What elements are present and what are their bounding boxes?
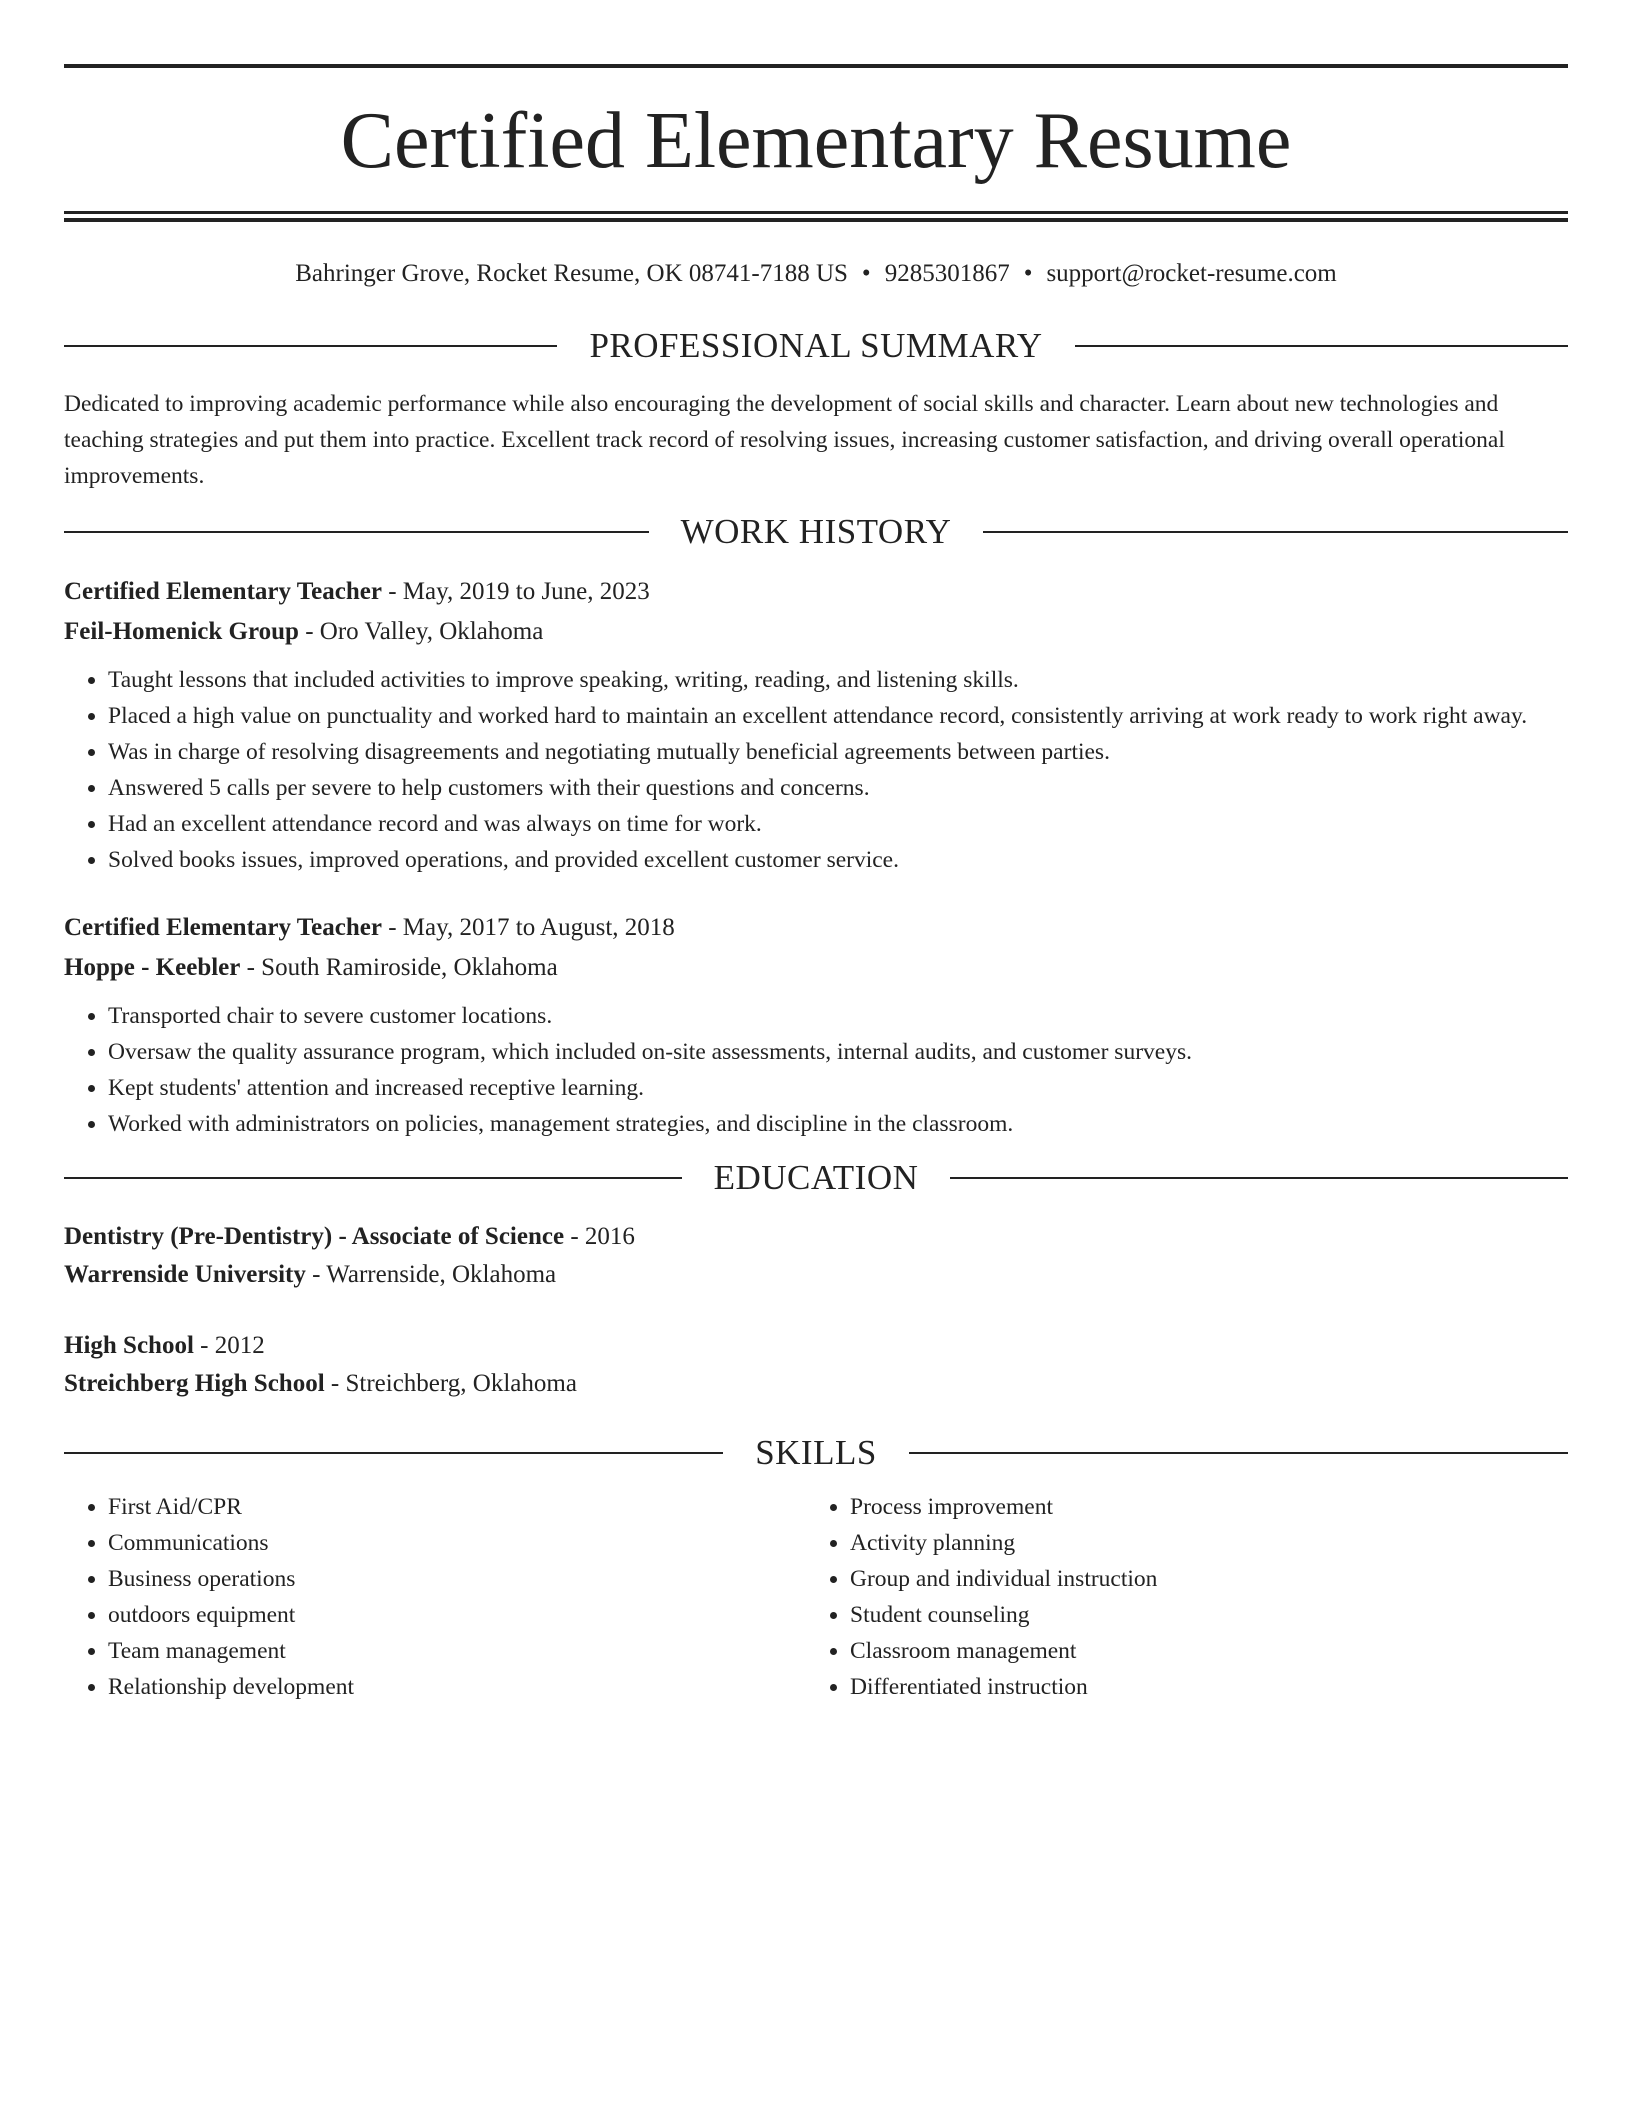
job-bullet: • Worked with administrators on policies, management strategies, and discipline in the classroom. <box>108 1106 1568 1142</box>
job-title: Certified Elementary Teacher <box>64 914 382 941</box>
skill-item: • Business operations <box>108 1561 806 1597</box>
education-school-line <box>64 1256 1568 1294</box>
skills-section-title: SKILLS <box>755 1433 877 1472</box>
contact-separator: • <box>1023 260 1033 287</box>
summary-text: Dedicated to improving academic performance while also encouraging the development of social skills and character. Learn about new technologies and teaching strategies and put them into practice. Excellent track record of resolving issues, increasing customer satisfaction, and driving overall operational improvements. <box>64 391 1505 489</box>
job-entry <box>64 908 1568 1142</box>
job-dates: - May, 2017 to August, 2018 <box>381 914 675 941</box>
job-bullet: • Taught lessons that included activities to improve speaking, writing, reading, and listening skills. <box>108 662 1568 698</box>
summary-section-title: PROFESSIONAL SUMMARY <box>589 326 1043 365</box>
resume-title: Certified Elementary Resume <box>340 97 1292 185</box>
top-rule <box>64 64 1568 68</box>
work-section-heading <box>64 510 1568 554</box>
job-bullet: • Oversaw the quality assurance program, which included on-site assessments, internal audits, and customer surveys. <box>108 1034 1568 1070</box>
work-section-title: WORK HISTORY <box>680 512 952 551</box>
education-degree: Dentistry (Pre-Dentistry) - Associate of Science <box>64 1223 565 1250</box>
skill-item: • outdoors equipment <box>108 1597 806 1633</box>
resume-page <box>64 64 1568 1705</box>
contact-email: support@rocket-resume.com <box>1046 260 1337 287</box>
skill-item: • Relationship development <box>108 1669 806 1705</box>
education-school-line <box>64 1365 1568 1403</box>
job-company-line <box>64 948 1568 988</box>
job-bullet: • Answered 5 calls per severe to help customers with their questions and concerns. <box>108 770 1568 806</box>
job-bullet: • Placed a high value on punctuality and worked hard to maintain an excellent attendance record, consistently arriving at work ready to work right away. <box>108 698 1568 734</box>
education-school: Warrenside University <box>64 1261 306 1288</box>
job-bullet: • Transported chair to severe customer locations. <box>108 998 1568 1034</box>
skills-column-right <box>806 1489 1548 1705</box>
contact-phone: 9285301867 <box>884 260 1010 287</box>
skill-item: • Student counseling <box>850 1597 1548 1633</box>
summary-section-heading <box>64 324 1568 368</box>
job-bullet: • Solved books issues, improved operations, and provided excellent customer service. <box>108 842 1568 878</box>
education-entry <box>64 1327 1568 1403</box>
heading-rule <box>983 531 1568 533</box>
education-section-title: EDUCATION <box>713 1158 919 1197</box>
skills-column-left <box>64 1489 806 1705</box>
education-degree-line <box>64 1327 1568 1365</box>
job-bullet: • Was in charge of resolving disagreements and negotiating mutually beneficial agreements between parties. <box>108 734 1568 770</box>
skill-item: • Process improvement <box>850 1489 1548 1525</box>
education-year: - 2016 <box>564 1223 635 1250</box>
skill-item: • First Aid/CPR <box>108 1489 806 1525</box>
heading-rule <box>64 345 557 347</box>
title-double-rule <box>64 211 1568 222</box>
skills-section-heading <box>64 1431 1568 1475</box>
education-degree: High School <box>64 1332 194 1359</box>
skill-item: • Group and individual instruction <box>850 1561 1548 1597</box>
job-title-line <box>64 572 1568 612</box>
skills-list <box>64 1489 1568 1705</box>
job-title: Certified Elementary Teacher <box>64 578 382 605</box>
heading-rule <box>64 1177 682 1179</box>
skill-item: • Communications <box>108 1525 806 1561</box>
education-location: - Warrenside, Oklahoma <box>305 1261 557 1288</box>
job-bullets <box>64 662 1568 878</box>
job-bullets <box>64 998 1568 1142</box>
job-company: Feil-Homenick Group <box>64 618 299 645</box>
heading-rule <box>909 1452 1568 1454</box>
job-title-line <box>64 908 1568 948</box>
education-entry <box>64 1218 1568 1294</box>
education-school: Streichberg High School <box>64 1370 325 1397</box>
job-company-line <box>64 612 1568 652</box>
job-dates: - May, 2019 to June, 2023 <box>381 578 650 605</box>
heading-rule <box>1075 345 1568 347</box>
skill-item: • Differentiated instruction <box>850 1669 1548 1705</box>
education-section-heading <box>64 1156 1568 1200</box>
skill-item: • Classroom management <box>850 1633 1548 1669</box>
education-degree-line <box>64 1218 1568 1256</box>
contact-line <box>64 258 1568 290</box>
job-bullet: • Had an excellent attendance record and was always on time for work. <box>108 806 1568 842</box>
job-company: Hoppe - Keebler <box>64 954 241 981</box>
skill-item: • Team management <box>108 1633 806 1669</box>
job-bullet: • Kept students' attention and increased receptive learning. <box>108 1070 1568 1106</box>
skill-item: • Activity planning <box>850 1525 1548 1561</box>
education-location: - Streichberg, Oklahoma <box>324 1370 577 1397</box>
heading-rule <box>64 531 649 533</box>
heading-rule <box>64 1452 723 1454</box>
job-location: - South Ramiroside, Oklahoma <box>240 954 558 981</box>
job-location: - Oro Valley, Oklahoma <box>298 618 544 645</box>
education-year: - 2012 <box>193 1332 265 1359</box>
contact-separator: • <box>861 260 871 287</box>
job-entry <box>64 572 1568 878</box>
contact-address: Bahringer Grove, Rocket Resume, OK 08741-7188 US <box>295 260 848 287</box>
heading-rule <box>950 1177 1568 1179</box>
